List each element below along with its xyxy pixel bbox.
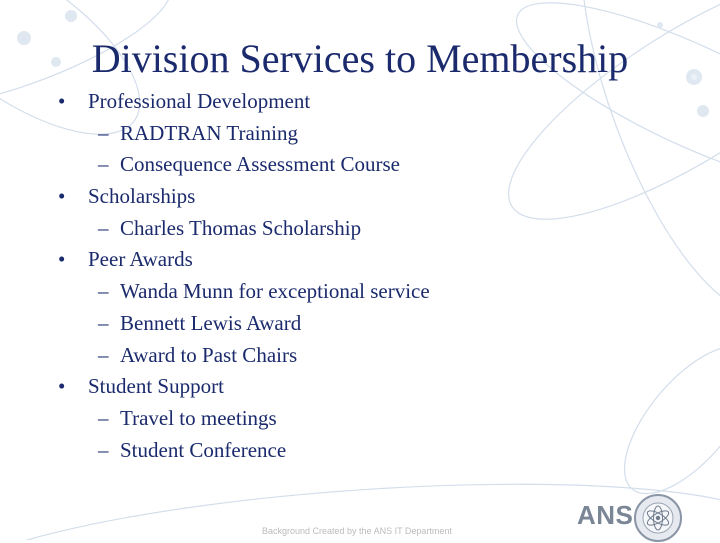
bullet-item xyxy=(58,371,430,403)
sub-bullet-text: Student Conference xyxy=(120,437,287,462)
sub-bullet-text: Charles Thomas Scholarship xyxy=(120,215,362,240)
dash-marker: – xyxy=(98,120,109,145)
sub-bullet-text: Award to Past Chairs xyxy=(120,342,298,367)
bullet-marker: • xyxy=(58,374,66,399)
slide-title: Division Services to Membership xyxy=(91,36,629,81)
sub-bullet-text: Travel to meetings xyxy=(120,405,277,430)
dash-marker: – xyxy=(98,437,109,462)
bullet-item xyxy=(58,181,430,213)
ans-logo-text: ANS xyxy=(577,500,634,530)
bullet-item xyxy=(58,86,430,118)
bullet-item xyxy=(58,244,430,276)
bullet-marker: • xyxy=(58,247,66,272)
bullet-text: Professional Development xyxy=(88,89,311,113)
bullet-text: Scholarships xyxy=(88,184,196,209)
sub-bullet-text: Consequence Assessment Course xyxy=(120,152,400,177)
bullet-marker: • xyxy=(58,89,66,113)
sub-bullet-text: RADTRAN Training xyxy=(120,120,298,145)
sub-bullet-item xyxy=(58,308,430,340)
ans-seal-icon xyxy=(633,493,683,543)
background-credit: Background Created by the ANS IT Department xyxy=(262,526,452,536)
sub-bullet-item xyxy=(58,403,430,435)
sub-bullet-text: Wanda Munn for exceptional service xyxy=(120,279,430,304)
dash-marker: – xyxy=(98,215,109,240)
dash-marker: – xyxy=(98,152,109,177)
dash-marker: – xyxy=(98,342,109,367)
sub-bullet-item xyxy=(58,340,430,372)
bullet-list xyxy=(58,86,430,466)
dash-marker: – xyxy=(98,279,109,304)
bullet-text: Student Support xyxy=(88,374,224,399)
bullet-marker: • xyxy=(58,184,66,209)
sub-bullet-item xyxy=(58,118,430,150)
sub-bullet-item xyxy=(58,276,430,308)
sub-bullet-text: Bennett Lewis Award xyxy=(120,310,302,335)
sub-bullet-item xyxy=(58,213,430,245)
dash-marker: – xyxy=(98,310,109,335)
dash-marker: – xyxy=(98,405,109,430)
sub-bullet-item xyxy=(58,435,430,467)
bullet-text: Peer Awards xyxy=(88,247,193,272)
sub-bullet-item xyxy=(58,149,430,181)
